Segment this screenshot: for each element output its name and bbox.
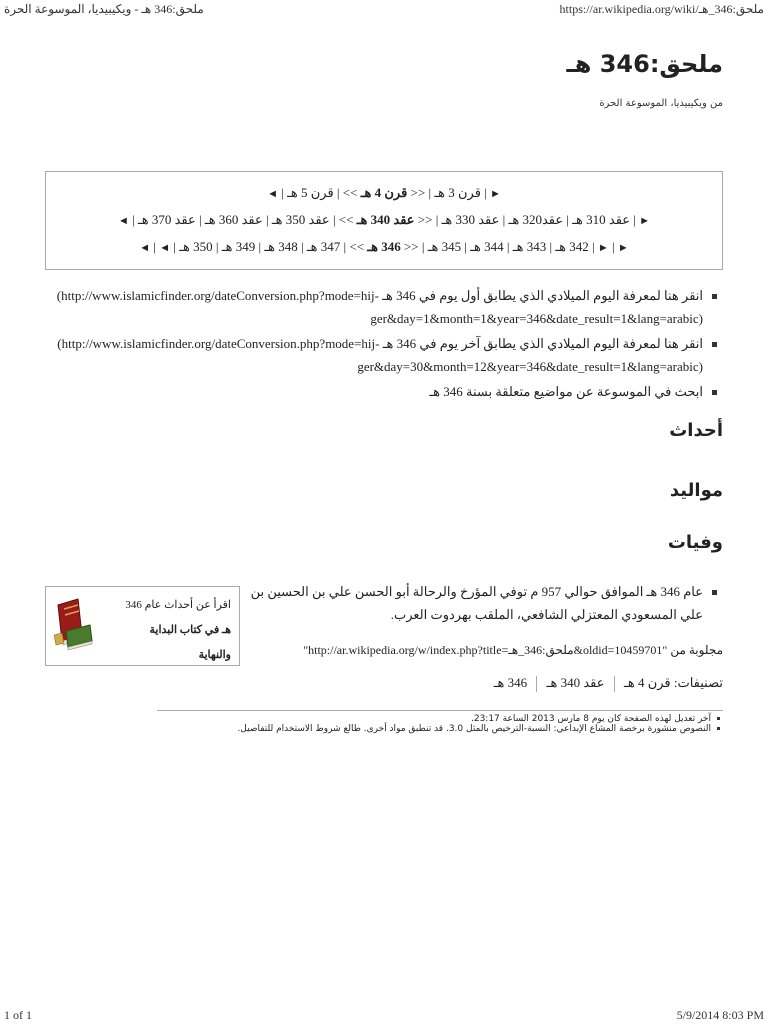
century-link-next[interactable]: قرن 5 هـ — [287, 185, 334, 200]
print-header — [0, 2, 768, 18]
section-events-heading: أحداث — [669, 420, 723, 441]
category-link[interactable]: قرن 4 هـ — [624, 675, 671, 690]
year-next-arrow[interactable]: ◄ — [159, 242, 171, 254]
print-header-title: ملحق:346 هـ - ويكيبيديا، الموسوعة الحرة — [4, 2, 204, 16]
list-item: عام 346 هـ الموافق حوالي 957 م توفي المؤرخ والرحالة أبو الحسن علي بن الحسين بن علي المسعودي المعتزلي الشافعي، الملقب بهردوت العرب. — [245, 580, 703, 626]
section-births-heading: مواليد — [669, 480, 723, 501]
print-header-url: https://ar.wikipedia.org/wiki/ملحق:346_هـ — [559, 2, 764, 16]
year-row: ► | ► | 342 هـ | 343 هـ | 344 هـ | 345 هـ | << 346 هـ >> | 347 هـ | 348 هـ | 349 هـ | 350 هـ | ◄ | ◄ — [139, 239, 629, 254]
retrieved-from — [303, 643, 723, 658]
list-item — [45, 284, 703, 330]
year-link[interactable]: 342 هـ — [555, 239, 589, 254]
footer-notes — [237, 714, 723, 734]
categories-bar — [494, 675, 723, 692]
last-day-link[interactable]: انقر هنا لمعرفة اليوم الميلادي الذي يطابق آخر يوم في 346 هـ — [382, 336, 703, 351]
prev-century-arrow[interactable]: ► — [490, 188, 501, 200]
sidebox-line: والنهاية — [198, 649, 231, 661]
next-century-arrow[interactable]: ◄ — [267, 188, 278, 200]
year-navbox — [45, 171, 723, 270]
list-item — [45, 332, 703, 378]
year-prev-arrow[interactable]: ► — [597, 242, 609, 254]
page-subtitle: من ويكيبيديا، الموسوعة الحرة — [599, 98, 723, 109]
decade-link[interactable]: عقد320 هـ — [508, 212, 564, 227]
section-deaths-heading: وفيات — [667, 532, 723, 553]
list-item — [45, 380, 703, 403]
year-link[interactable]: 345 هـ — [427, 239, 462, 254]
decade-link[interactable]: عقد 350 هـ — [271, 212, 330, 227]
sidebox-line: اقرأ عن أحداث عام 346 — [125, 599, 231, 611]
decade-next-arrow[interactable]: ◄ — [117, 215, 129, 227]
category-separator — [614, 676, 615, 692]
category-link[interactable]: عقد 340 هـ — [546, 675, 605, 690]
categories-label[interactable]: تصنيفات: — [673, 675, 723, 690]
source-label: مجلوبة من — [670, 643, 723, 657]
license-note: النصوص منشورة برخصة المشاع الإبداعي: النسبة-الترخيص بالمثل 3.0. قد تنطبق مواد أخرى. طالع شروط الاستخدام للتفاصيل. — [237, 724, 711, 734]
page-count: 1 of 1 — [4, 1008, 32, 1022]
year-last-arrow[interactable]: ◄ — [139, 242, 151, 254]
decade-row: ► | عقد 310 هـ | عقد320 هـ | عقد 330 هـ | << عقد 340 هـ >> | عقد 350 هـ | عقد 360 هـ | عقد 370 هـ | ◄ — [117, 212, 651, 227]
first-day-link[interactable]: انقر هنا لمعرفة اليوم الميلادي الذي يطابق أول يوم في 346 هـ — [382, 288, 703, 303]
year-link[interactable]: 349 هـ — [221, 239, 256, 254]
external-links-list — [45, 284, 723, 403]
decade-prev-arrow[interactable]: ► — [639, 215, 651, 227]
footer-divider — [157, 710, 723, 711]
first-day-url[interactable]: (http://www.islamicfinder.org/dateConversion.php?mode=hij-ger&day=1&month=1&year=346&date_result=1&lang=arabic) — [56, 288, 703, 326]
category-link[interactable]: 346 هـ — [493, 675, 528, 690]
bidaya-sidebox[interactable] — [45, 586, 240, 666]
last-modified-note: آخر تعديل لهذه الصفحة كان يوم 8 مارس 2013 الساعة 23:17. — [237, 714, 711, 724]
decade-link[interactable]: عقد 330 هـ — [441, 212, 500, 227]
century-link-prev[interactable]: قرن 3 هـ — [434, 185, 481, 200]
decade-link[interactable]: عقد 310 هـ — [572, 212, 631, 227]
deaths-list — [245, 580, 723, 626]
last-day-url[interactable]: (http://www.islamicfinder.org/dateConversion.php?mode=hij-ger&day=30&month=12&year=346&date_result=1&lang=arabic) — [57, 336, 703, 374]
century-current: قرن 4 هـ — [360, 185, 408, 200]
year-current: 346 هـ — [367, 239, 401, 254]
print-footer — [0, 1008, 768, 1024]
year-link[interactable]: 344 هـ — [470, 239, 504, 254]
sidebox-line: هـ في كتاب البداية — [149, 624, 231, 636]
decade-current: عقد 340 هـ — [356, 212, 415, 227]
source-url[interactable]: "http://ar.wikipedia.org/w/index.php?title=ملحق:346_هـ&oldid=10459701" — [303, 643, 668, 657]
page-title: ملحق:346 هـ — [566, 50, 723, 78]
century-row: ► | قرن 3 هـ | << قرن 4 هـ >> | قرن 5 هـ | ◄ — [267, 185, 501, 200]
decade-link[interactable]: عقد 360 هـ — [204, 212, 263, 227]
decade-link[interactable]: عقد 370 هـ — [137, 212, 196, 227]
year-link[interactable]: 348 هـ — [264, 239, 298, 254]
search-related-link[interactable]: ابحث في الموسوعة عن مواضيع متعلقة بسنة 346 هـ — [429, 384, 703, 399]
year-link[interactable]: 350 هـ — [179, 239, 213, 254]
category-separator — [536, 676, 537, 692]
print-timestamp: 5/9/2014 8:03 PM — [676, 1008, 764, 1022]
sidebox-text — [121, 593, 231, 668]
article-content — [45, 40, 723, 734]
year-link[interactable]: 343 هـ — [512, 239, 547, 254]
book-icon — [52, 595, 94, 651]
year-link[interactable]: 347 هـ — [306, 239, 341, 254]
year-first-arrow[interactable]: ► — [617, 242, 629, 254]
